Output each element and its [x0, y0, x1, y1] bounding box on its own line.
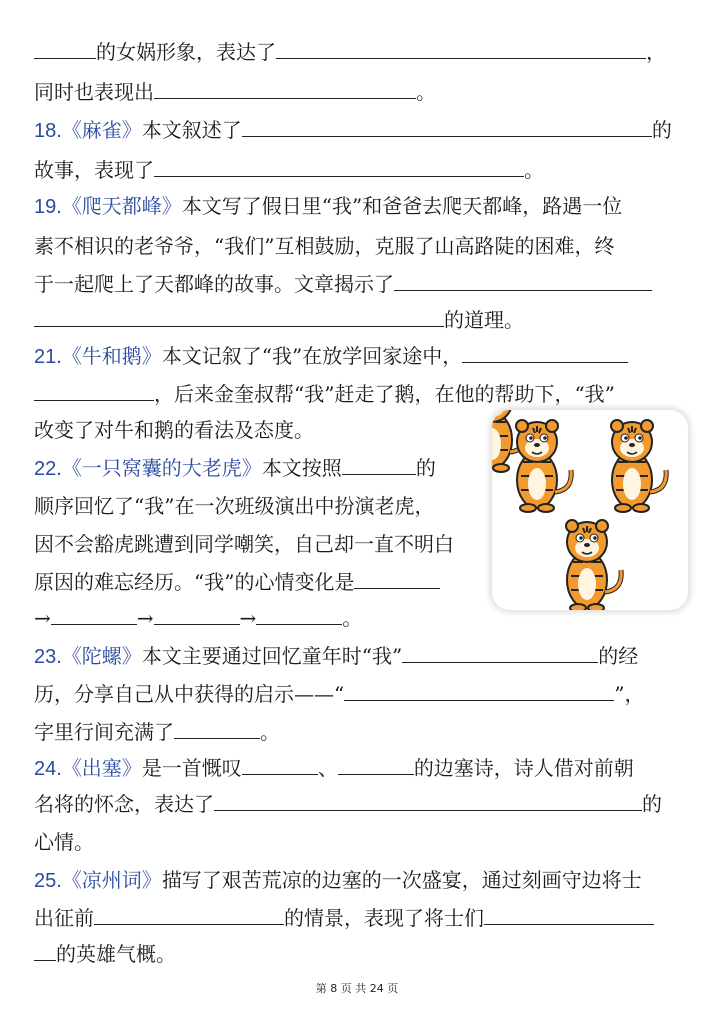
- question-title: 《陀螺》: [61, 644, 142, 668]
- text: 的情景，表现了将士们: [284, 906, 484, 930]
- question-21-line-1: [34, 336, 628, 376]
- text: 本文写了假日里“我”和爸爸去爬天都峰，路遇一位: [181, 194, 623, 218]
- text: 的英雄气概。: [56, 942, 176, 966]
- text: 。: [416, 80, 436, 104]
- text: 原因的难忘经历。“我”的心情变化是: [34, 570, 355, 594]
- answer-blank[interactable]: [174, 712, 260, 739]
- answer-blank[interactable]: [34, 32, 96, 59]
- answer-blank[interactable]: [51, 598, 137, 625]
- question-23-line-3: [34, 712, 280, 752]
- page-footer: 第 8 页 共 24 页: [315, 982, 399, 995]
- question-title: 《凉州词》: [61, 868, 162, 892]
- text: ，后来金奎叔帮“我”赶走了鹅，在他的帮助下，“我”: [154, 382, 615, 406]
- question-24-line-2: [34, 784, 662, 824]
- question-23-line-2: [34, 674, 644, 714]
- answer-blank[interactable]: [338, 748, 414, 775]
- text: 本文按照: [261, 456, 342, 480]
- question-25-line-2: [34, 898, 654, 938]
- answer-blank[interactable]: [484, 898, 654, 925]
- arrow: →: [239, 606, 257, 630]
- text: 的: [651, 118, 672, 142]
- text: 素不相识的老爷爷，“我们”互相鼓励，克服了山高路陡的困难，终: [34, 234, 615, 258]
- question-18-line-1: [34, 110, 672, 150]
- text: 的: [642, 792, 662, 816]
- question-25-line-3: [34, 934, 176, 974]
- answer-blank[interactable]: [402, 636, 598, 663]
- question-22-line-4: [34, 562, 440, 602]
- text: 。: [342, 606, 363, 630]
- text: ，: [646, 40, 666, 64]
- answer-blank[interactable]: [354, 562, 440, 589]
- text: 的边塞诗，诗人借对前朝: [413, 756, 634, 780]
- text: 同时也表现出: [34, 80, 154, 104]
- answer-blank[interactable]: [94, 898, 284, 925]
- text: 字里行间充满了: [34, 720, 174, 744]
- text: 本文叙述了: [141, 118, 242, 142]
- question-24-line-3: [34, 822, 94, 862]
- answer-blank[interactable]: [256, 598, 342, 625]
- answer-blank[interactable]: [34, 934, 56, 961]
- answer-blank[interactable]: [34, 300, 444, 327]
- answer-blank[interactable]: [154, 598, 240, 625]
- question-19-line-4: [34, 300, 524, 340]
- question-number: 19.: [34, 196, 62, 218]
- text: 的女娲形象，表达了: [96, 40, 276, 64]
- question-number: 25.: [34, 870, 62, 892]
- text: 本文主要通过回忆童年时“我”: [141, 644, 403, 668]
- answer-blank[interactable]: [276, 32, 646, 59]
- text: 的道理。: [444, 308, 524, 332]
- question-23-line-1: [34, 636, 638, 676]
- question-title: 《一只窝囊的大老虎》: [61, 456, 262, 480]
- answer-blank[interactable]: [394, 264, 652, 291]
- question-title: 《牛和鹅》: [61, 344, 162, 368]
- text: 的经: [598, 644, 639, 668]
- text: 、: [317, 756, 338, 780]
- question-22-line-2: [34, 486, 434, 526]
- answer-blank[interactable]: [462, 336, 628, 363]
- answer-blank[interactable]: [344, 674, 614, 701]
- question-19-line-1: [34, 186, 622, 226]
- answer-blank[interactable]: [242, 110, 652, 137]
- question-title: 《爬天都峰》: [61, 194, 182, 218]
- text: 于一起爬上了天都峰的故事。文章揭示了: [34, 272, 394, 296]
- question-18-line-2: [34, 150, 544, 190]
- question-title: 《出塞》: [61, 756, 142, 780]
- tiger-cartoon-icon: [492, 410, 688, 610]
- answer-blank[interactable]: [214, 784, 642, 811]
- question-25-line-1: [34, 860, 642, 900]
- text: 名将的怀念，表达了: [34, 792, 214, 816]
- answer-blank[interactable]: [154, 72, 416, 99]
- text: ”，: [614, 682, 645, 706]
- arrow: →: [136, 606, 154, 630]
- continuation-line-2: [34, 72, 436, 112]
- question-24-line-1: [34, 748, 634, 788]
- arrow: →: [34, 606, 51, 630]
- text: 出征前: [34, 906, 94, 930]
- text: 历，分享自己从中获得的启示——“: [34, 682, 345, 706]
- question-21-line-3: [34, 410, 314, 450]
- answer-blank[interactable]: [242, 748, 318, 775]
- text: 的: [415, 456, 436, 480]
- question-22-line-3: [34, 524, 454, 564]
- text: 改变了对牛和鹅的看法及态度。: [34, 418, 314, 442]
- tiger-illustration: [492, 410, 688, 610]
- question-number: 22.: [34, 458, 62, 480]
- text: 故事，表现了: [34, 158, 154, 182]
- text: 。: [524, 158, 544, 182]
- question-19-line-2: [34, 226, 614, 266]
- text: 是一首慨叹: [141, 756, 242, 780]
- text: 描写了艰苦荒凉的边塞的一次盛宴，通过刻画守边将士: [161, 868, 642, 892]
- text: 心情。: [34, 830, 94, 854]
- answer-blank[interactable]: [154, 150, 524, 177]
- question-22-line-5: [34, 598, 362, 638]
- answer-blank[interactable]: [342, 448, 416, 475]
- answer-blank[interactable]: [34, 374, 154, 401]
- question-19-line-3: [34, 264, 652, 304]
- question-21-line-2: [34, 374, 615, 414]
- question-number: 21.: [34, 346, 62, 368]
- text: 本文记叙了“我”在放学回家途中，: [161, 344, 463, 368]
- question-number: 18.: [34, 120, 62, 142]
- text: 顺序回忆了“我”在一次班级演出中扮演老虎，: [34, 494, 435, 518]
- text: 。: [260, 720, 280, 744]
- question-22-line-1: [34, 448, 436, 488]
- question-number: 23.: [34, 646, 62, 668]
- text: 因不会豁虎跳遭到同学嘲笑，自己却一直不明白: [34, 532, 454, 556]
- question-title: 《麻雀》: [61, 118, 142, 142]
- question-number: 24.: [34, 758, 62, 780]
- continuation-line-1: [34, 32, 666, 72]
